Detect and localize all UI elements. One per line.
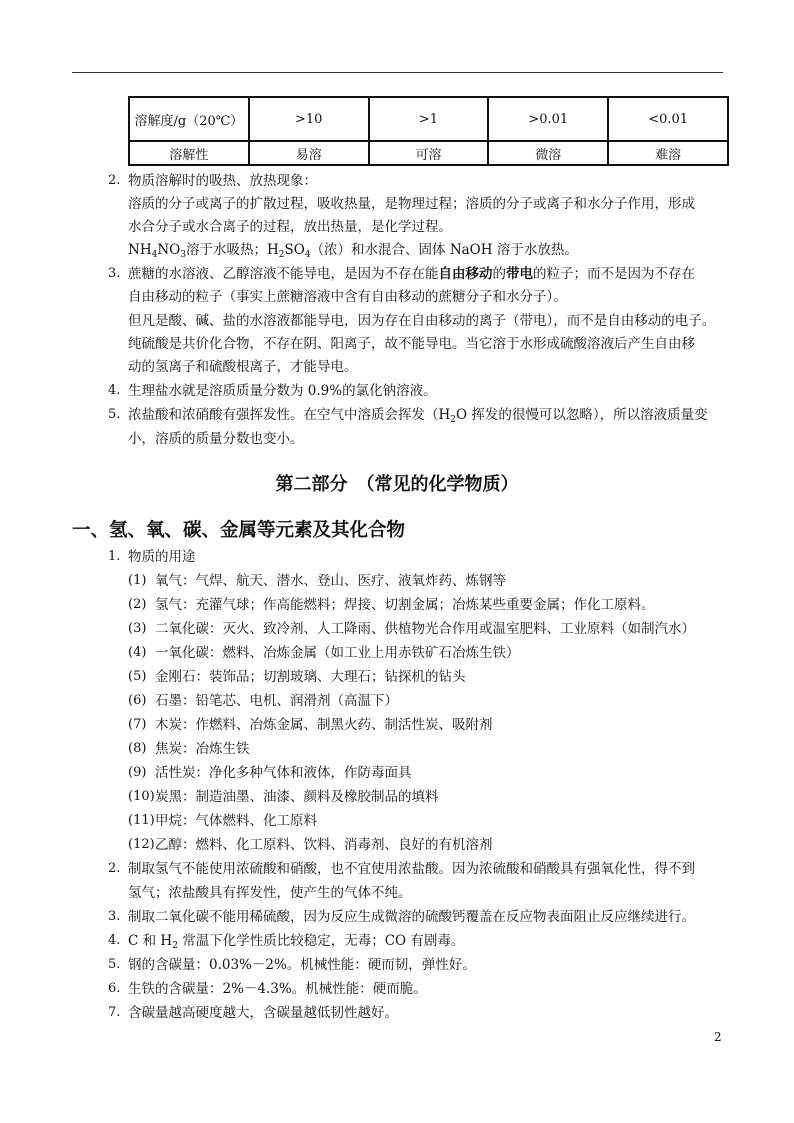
list-number: 4.	[108, 933, 121, 948]
list-item: 炭黑：制造油墨、油漆、颜料及橡胶制品的填料	[155, 789, 439, 805]
list-item-number: (7)	[128, 717, 147, 732]
paragraph-line: 物质溶解时的吸热、放热现象：	[128, 173, 317, 189]
paragraph-line: 水合分子或水合离子的过程，放出热量，是化学过程。	[128, 219, 452, 235]
table-cell: >10	[249, 97, 369, 141]
text-run: 的	[492, 266, 506, 282]
list-item: 金刚石：装饰品；切割玻璃、大理石；钻探机的钻头	[155, 669, 466, 685]
table-cell: 微溶	[488, 141, 608, 165]
list-item-number: (6)	[128, 693, 147, 708]
table-cell: 易溶	[249, 141, 369, 165]
subscript: 4	[304, 250, 311, 260]
text-run: NH	[128, 242, 152, 258]
paragraph-line: 钢的含碳量：0.03%－2%。机械性能：硬而韧，弹性好。	[128, 957, 476, 973]
list-item-number: (11)	[128, 813, 155, 828]
table-row	[129, 97, 728, 141]
paragraph-line: 生理盐水就是溶质质量分数为 0.9%的氯化钠溶液。	[128, 383, 437, 399]
paragraph-line: 氢气；浓盐酸具有挥发性，使产生的气体不纯。	[128, 885, 412, 901]
list-item-number: (8)	[128, 741, 147, 756]
table-cell: 溶解性	[129, 141, 249, 165]
text-run: （浓）和水混合、固体 NaOH 溶于水放热。	[310, 242, 578, 258]
table-cell: 难溶	[608, 141, 728, 165]
table-cell: 溶解度/g（20℃）	[129, 97, 249, 141]
list-item-number: (12)	[128, 837, 155, 852]
list-item-number: (10)	[128, 789, 155, 804]
list-number: 5.	[108, 407, 121, 422]
list-number: 3.	[108, 266, 121, 281]
list-item-number: (9)	[128, 765, 147, 780]
emphasis: 带电	[506, 266, 533, 282]
text-run: 浓盐酸和浓硝酸有强挥发性。在空气中溶质会挥发（H	[128, 407, 451, 423]
subscript: 2	[450, 415, 457, 425]
list-title: 物质的用途	[128, 549, 196, 565]
list-item: 甲烷：气体燃料、化工原料	[155, 813, 317, 829]
text-run: NO	[157, 242, 181, 258]
paragraph-line: 纯硫酸是共价化合物，不存在阴、阳离子，故不能导电。当它溶于水形成硫酸溶液后产生自由移	[128, 336, 695, 352]
list-item-number: (2)	[128, 597, 147, 612]
text-run: 蔗糖的水溶液、乙醇溶液不能导电，是因为不存在能	[128, 266, 439, 282]
list-item: 二氧化碳：灭火、致冷剂、人工降雨、供植物光合作用或温室肥料、工业原料（如制汽水）	[155, 621, 695, 637]
list-item: 一氧化碳：燃料、冶炼金属（如工业上用赤铁矿石冶炼生铁）	[155, 645, 520, 661]
subscript: 3	[180, 250, 186, 260]
table-cell: 可溶	[369, 141, 489, 165]
subscript: 2	[172, 941, 178, 951]
paragraph-line	[128, 405, 708, 430]
header-rule	[72, 72, 723, 73]
paragraph-line	[128, 240, 578, 265]
paragraph-line: 动的氢离子和硫酸根离子，才能导电。	[128, 359, 358, 375]
list-item: 氢气：充灌气球；作高能燃料；焊接、切割金属；冶炼某些重要金属；作化工原料。	[155, 597, 655, 613]
paragraph-line: 自由移动的粒子（事实上蔗糖溶液中含有自由移动的蔗糖分子和水分子）。	[128, 289, 567, 305]
text-run: SO	[284, 242, 305, 258]
text-run: 常温下化学性质比较稳定，无毒；CO 有剧毒。	[177, 933, 465, 949]
paragraph-line: 含碳量越高硬度越大，含碳量越低韧性越好。	[128, 1005, 398, 1021]
table-row	[129, 141, 728, 165]
paragraph-line	[128, 931, 464, 956]
text-run: O 挥发的很慢可以忽略），所以溶液质量变	[456, 407, 708, 423]
text-run: 溶于水吸热；H	[185, 242, 279, 258]
paragraph-line: 但凡是酸、碱、盐的水溶液都能导电，因为存在自由移动的离子（带电），而不是自由移动的电子。	[128, 313, 716, 329]
list-item: 木炭：作燃料、冶炼金属、制黑火药、制活性炭、吸附剂	[155, 717, 493, 733]
table-cell: >0.01	[488, 97, 608, 141]
emphasis: 自由移动	[438, 266, 493, 282]
list-item: 氧气：气焊、航天、潜水、登山、医疗、液氧炸药、炼钢等	[155, 573, 506, 589]
list-number: 2.	[108, 861, 121, 876]
list-item: 石墨：铅笔芯、电机、润滑剂（高温下）	[155, 693, 398, 709]
list-number: 7.	[108, 1005, 121, 1020]
subscript: 2	[278, 250, 285, 260]
paragraph-line: 制取二氧化碳不能用稀硫酸，因为反应生成微溶的硫酸钙覆盖在反应物表面阻止反应继续进行。	[128, 909, 695, 925]
list-number: 4.	[108, 383, 121, 398]
page-number: 2	[714, 1030, 722, 1044]
list-number: 5.	[108, 957, 121, 972]
list-item: 焦炭：冶炼生铁	[155, 741, 250, 757]
text-run: C 和 H	[128, 933, 173, 949]
section-heading: 一、氢、氧、碳、金属等元素及其化合物	[72, 520, 406, 541]
subscript: 4	[151, 250, 158, 260]
list-item: 活性炭：净化多种气体和液体，作防毒面具	[155, 765, 412, 781]
list-item: 乙醇：燃料、化工原料、饮料、消毒剂、良好的有机溶剂	[155, 837, 493, 853]
part-heading: 第二部分 （常见的化学物质）	[275, 474, 519, 495]
list-number: 1.	[108, 549, 121, 564]
list-item-number: (3)	[128, 621, 147, 636]
list-item-number: (5)	[128, 669, 147, 684]
paragraph-line: 小，溶质的质量分数也变小。	[128, 431, 304, 447]
solubility-table	[128, 96, 729, 166]
paragraph-line: 生铁的含碳量：2%－4.3%。机械性能：硬而脆。	[128, 981, 427, 997]
table-cell: <0.01	[608, 97, 728, 141]
table-cell: >1	[369, 97, 489, 141]
paragraph-line: 溶质的分子或离子的扩散过程，吸收热量，是物理过程；溶质的分子或离子和水分子作用，形成	[128, 196, 695, 212]
list-item-number: (4)	[128, 645, 147, 660]
paragraph-line	[128, 264, 695, 284]
text-run: 的粒子；而不是因为不存在	[533, 266, 695, 282]
list-number: 3.	[108, 909, 121, 924]
list-item-number: (1)	[128, 573, 147, 588]
paragraph-line: 制取氢气不能使用浓硫酸和硝酸，也不宜使用浓盐酸。因为浓硫酸和硝酸具有强氧化性，得不到	[128, 861, 695, 877]
list-number: 2.	[108, 173, 121, 188]
list-number: 6.	[108, 981, 121, 996]
